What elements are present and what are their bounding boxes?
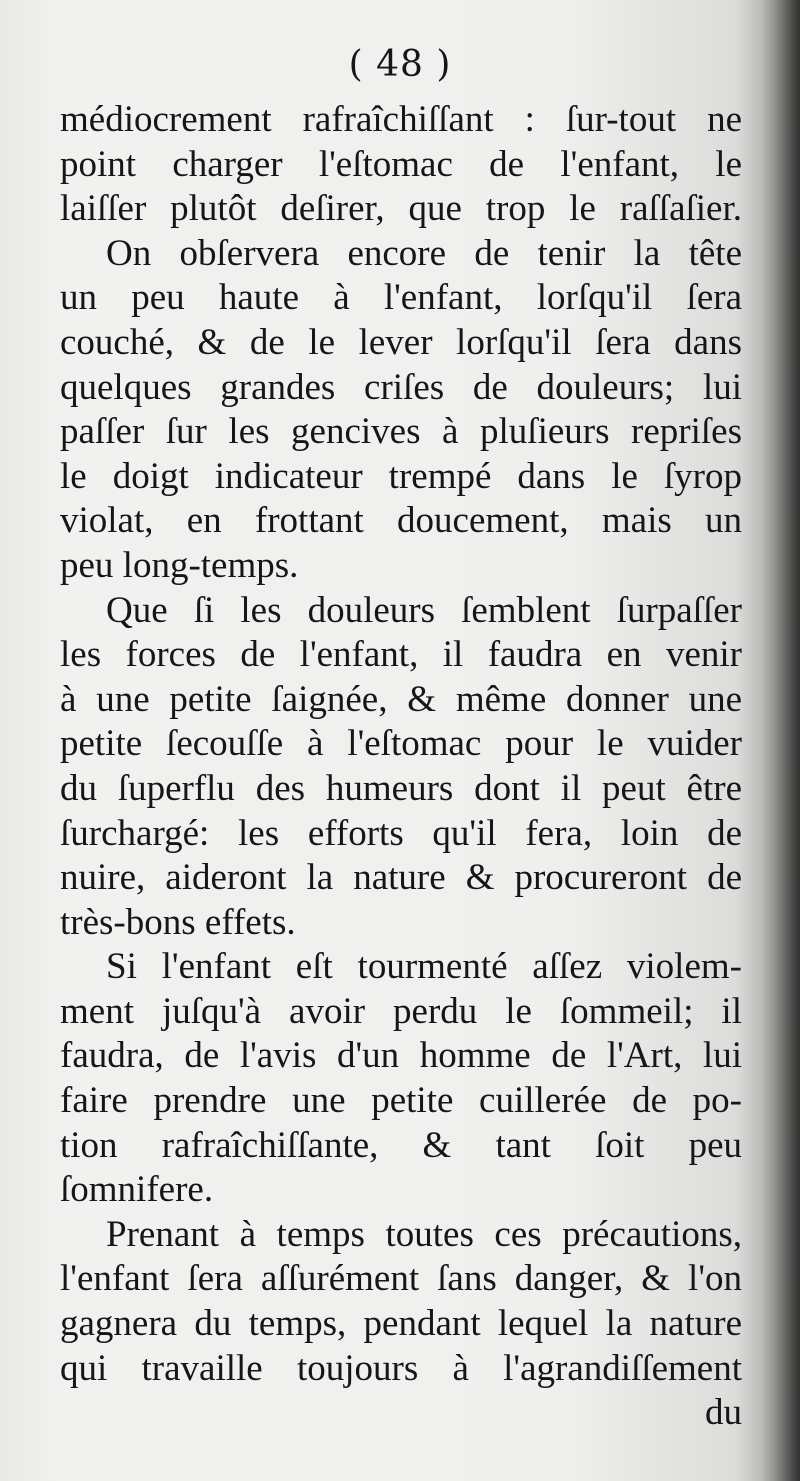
text-line: peu long-temps. [60, 544, 299, 586]
text-line: tion rafraîchiſſante, & tant ſoit peu [60, 1124, 742, 1166]
body-text [60, 98, 742, 1436]
text-line: l'enfant ſera aſſurément ſans danger, & l'on [60, 1258, 742, 1300]
text-line: faire prendre une petite cuillerée de po- [60, 1080, 742, 1122]
text-line: petite ſecouſſe à l'eſtomac pour le vuider [60, 723, 742, 765]
text-line: les forces de l'enfant, il faudra en venir [60, 634, 742, 676]
text-line: nuire, aideront la nature & procureront de [60, 857, 742, 899]
text-line: quelques grandes criſes de douleurs; lui [60, 366, 742, 408]
page-number: ( 48 ) [348, 44, 452, 85]
page-gutter-shadow [762, 0, 800, 1481]
text-line: ſurchargé: les efforts qu'il fera, loin de [60, 812, 742, 854]
text-line: Si l'enfant eſt tourmenté aſſez violem- [106, 946, 742, 988]
catchword: du [705, 1392, 742, 1434]
text-line: le doigt indicateur trempé dans le ſyrop [60, 455, 742, 497]
text-line: un peu haute à l'enfant, lorſqu'il ſera [60, 277, 742, 319]
text-line: Prenant à temps toutes ces précautions, [106, 1213, 742, 1255]
text-line: gagnera du temps, pendant lequel la nature [60, 1303, 742, 1345]
text-line: ment juſqu'à avoir perdu le ſommeil; il [60, 990, 742, 1032]
text-line: couché, & de le lever lorſqu'il ſera dans [60, 321, 742, 363]
text-line: Que ſi les douleurs ſemblent ſurpaſſer [106, 589, 742, 631]
text-line: faudra, de l'avis d'un homme de l'Art, lui [60, 1035, 742, 1077]
text-line: très-bons effets. [60, 901, 296, 943]
text-line: violat, en frottant doucement, mais un [60, 500, 742, 542]
text-line: On obſervera encore de tenir la tête [106, 232, 742, 274]
text-line: ſomnifere. [60, 1169, 214, 1211]
text-line: du ſuperflu des humeurs dont il peut être [60, 767, 742, 809]
text-line: qui travaille toujours à l'agrandiſſement [60, 1347, 742, 1389]
text-line: médiocrement rafraîchiſſant : ſur-tout ne [60, 99, 742, 140]
text-line: laiſſer plutôt deſirer, que trop le raſſaſier. [60, 188, 742, 230]
text-line: paſſer ſur les gencives à pluſieurs repriſes [60, 411, 742, 453]
text-line: à une petite ſaignée, & même donner une [60, 678, 742, 720]
text-line: point charger l'eſtomac de l'enfant, le [60, 143, 742, 185]
